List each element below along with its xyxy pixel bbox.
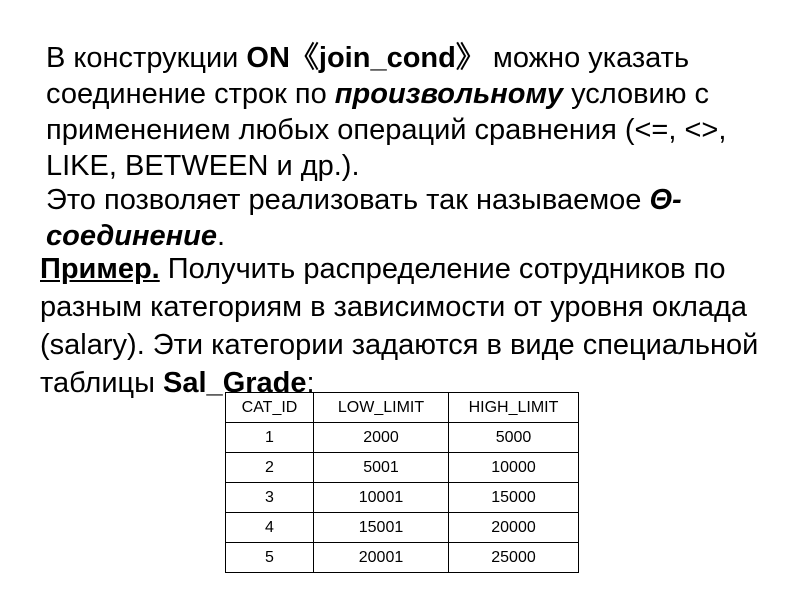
table-row bbox=[226, 423, 579, 453]
table-name-sal-grade: Sal_Grade bbox=[163, 367, 307, 399]
text-run: ). Эти категории задаются в виде специальной таблицы bbox=[40, 329, 759, 399]
table-row bbox=[226, 453, 579, 483]
text-run: можно указать соединение строк по bbox=[46, 42, 690, 110]
text-run: Это позволяет реализовать так называемое bbox=[46, 184, 650, 216]
cell-cat-id: 1 bbox=[226, 423, 314, 453]
table-row bbox=[226, 483, 579, 513]
join-cond-placeholder: 《join_cond》 bbox=[289, 42, 485, 74]
cell-low-limit: 2000 bbox=[314, 423, 449, 453]
keyword-on: ON bbox=[246, 42, 290, 74]
cell-high-limit: 5000 bbox=[449, 423, 579, 453]
example-paragraph bbox=[40, 250, 770, 402]
column-name-salary: salary bbox=[49, 329, 128, 361]
cell-low-limit: 20001 bbox=[314, 543, 449, 573]
table-row bbox=[226, 543, 579, 573]
table-row bbox=[226, 513, 579, 543]
cell-cat-id: 3 bbox=[226, 483, 314, 513]
cell-cat-id: 2 bbox=[226, 453, 314, 483]
emphasis-theta-join: Θ-соединение bbox=[46, 184, 682, 252]
cell-high-limit: 10000 bbox=[449, 453, 579, 483]
text-run: условию с применением любых операций сравнения (<=, <>, LIKE, BETWEEN и др.). bbox=[46, 78, 727, 182]
cell-low-limit: 15001 bbox=[314, 513, 449, 543]
header-high-limit: HIGH_LIMIT bbox=[449, 393, 579, 423]
header-low-limit: LOW_LIMIT bbox=[314, 393, 449, 423]
text-run: Получить распределение сотрудников по разным категориям в зависимости от уровня оклада ( bbox=[40, 253, 748, 361]
text-run: : bbox=[306, 367, 315, 399]
cell-cat-id: 5 bbox=[226, 543, 314, 573]
theta-join-note bbox=[46, 182, 766, 254]
cell-cat-id: 4 bbox=[226, 513, 314, 543]
emphasis-arbitrary: произвольному bbox=[334, 78, 564, 110]
cell-low-limit: 5001 bbox=[314, 453, 449, 483]
sal-grade-table bbox=[225, 392, 579, 573]
cell-high-limit: 20000 bbox=[449, 513, 579, 543]
example-label: Пример. bbox=[40, 253, 160, 285]
header-cat-id: CAT_ID bbox=[226, 393, 314, 423]
text-run: В конструкции bbox=[46, 42, 247, 74]
theta-join-description bbox=[46, 40, 766, 184]
cell-high-limit: 15000 bbox=[449, 483, 579, 513]
cell-high-limit: 25000 bbox=[449, 543, 579, 573]
cell-low-limit: 10001 bbox=[314, 483, 449, 513]
table-header-row bbox=[226, 393, 579, 423]
text-run: . bbox=[216, 220, 226, 252]
